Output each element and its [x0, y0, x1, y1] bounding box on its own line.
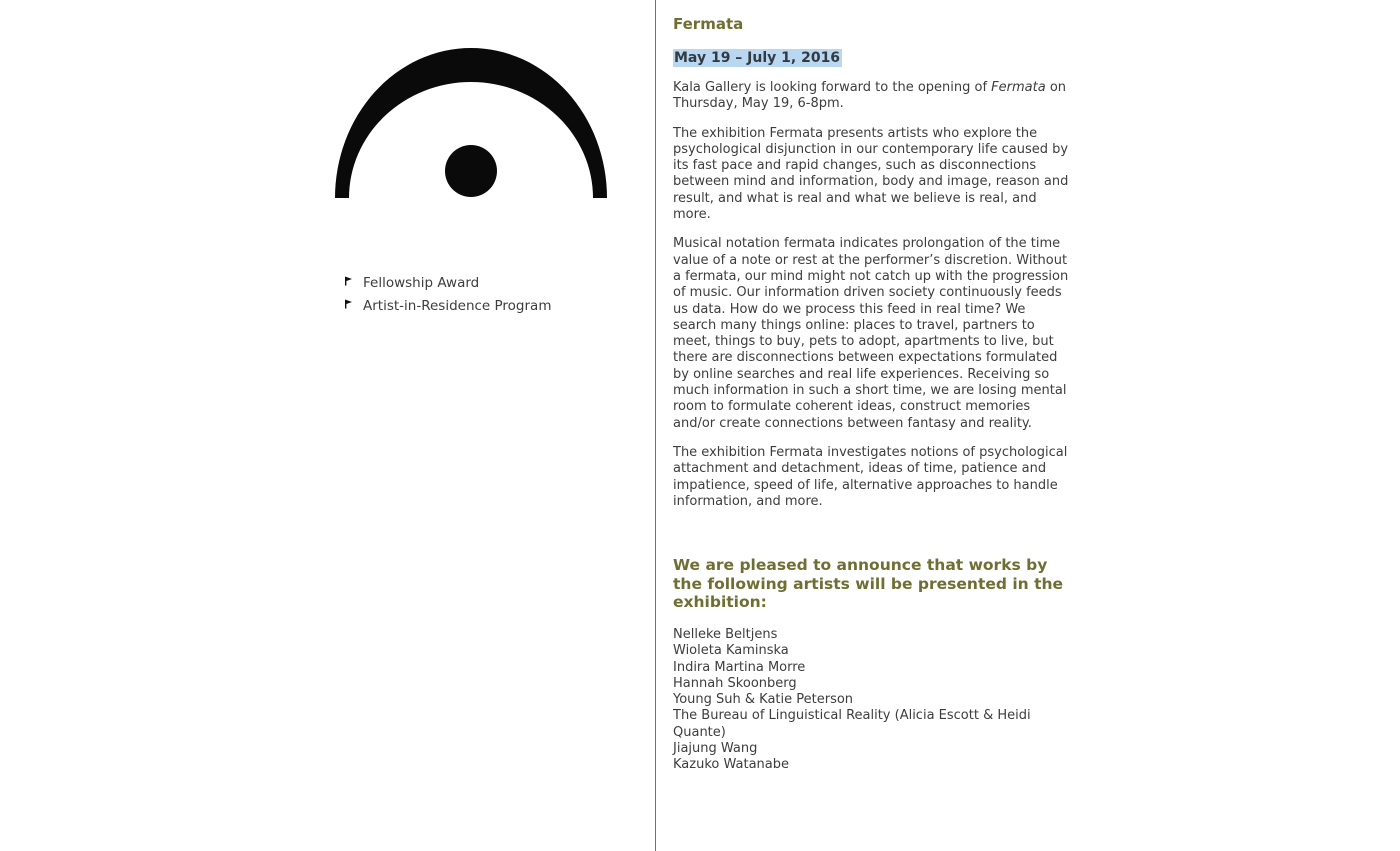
- intro-italic-title: Fermata: [991, 80, 1046, 95]
- nav-item-fellowship-award[interactable]: [344, 271, 551, 294]
- paragraph-musical-notation: Musical notation fermata indicates prolongation of the time value of a note or rest at the performer’s discretion. Without a fermata, our mind might not catch up with the progression of music. Our information driven society continuously feeds us data. How do we process this feed in real time? We search many things online: places to travel, partners to meet, things to buy, pets to adopt, apartments to live, but there are disconnections between expectations formulated by online searches and real life experiences. Receiving so much information in such a short time, we are losing mental room to formulate coherent ideas, construct memories and/or create connections between fantasy and reality.: [673, 236, 1069, 431]
- artist-name: The Bureau of Linguistical Reality (Alicia Escott & Heidi Quante): [673, 708, 1031, 740]
- artist-name: Nelleke Beltjens: [673, 626, 778, 642]
- triangle-bullet-icon: [344, 276, 354, 286]
- date-highlight: May 19 – July 1, 2016: [674, 50, 841, 66]
- announcement-heading: We are pleased to announce that works by the following artists will be presented in the exhibition:: [673, 556, 1064, 612]
- artist-name: Wioleta Kaminska: [673, 643, 789, 659]
- content-column: [673, 0, 1069, 774]
- intro-text-before: Kala Gallery is looking forward to the opening of: [673, 80, 992, 95]
- artist-name: Indira Martina Morre: [673, 659, 806, 675]
- artist-name: Kazuko Watanabe: [673, 757, 789, 773]
- fermata-icon: [335, 48, 607, 198]
- nav-item-artist-in-residence[interactable]: [344, 294, 551, 317]
- intro-text-after: on Thursday, May 19, 6-8pm.: [673, 80, 1067, 112]
- artist-name: Hannah Skoonberg: [673, 675, 797, 691]
- sidebar-nav: [344, 271, 551, 317]
- page-title: Fermata: [673, 15, 744, 33]
- column-divider: [655, 0, 656, 851]
- artist-list: [673, 627, 1069, 774]
- paragraph-exhibition-investigates: The exhibition Fermata investigates notions of psychological attachment and detachment, ideas of time, patience and impatience, speed of life, alternative approaches to handle information, and more.: [673, 444, 1068, 509]
- exhibition-dates: [673, 50, 1069, 67]
- triangle-bullet-icon: [344, 299, 354, 309]
- intro-paragraph: [673, 80, 1069, 113]
- paragraph-exhibition-presents: The exhibition Fermata presents artists who explore the psychological disjunction in our contemporary life caused by its fast pace and rapid changes, such as disconnections between mind and information, body and image, reason and result, and what is real and what we believe is real, and more.: [673, 125, 1069, 223]
- nav-item-label: Fellowship Award: [363, 274, 480, 291]
- artist-name: Young Suh & Katie Peterson: [673, 692, 854, 708]
- left-column: [0, 0, 655, 851]
- nav-item-label: Artist-in-Residence Program: [363, 297, 552, 314]
- artist-name: Jiajung Wang: [673, 740, 758, 756]
